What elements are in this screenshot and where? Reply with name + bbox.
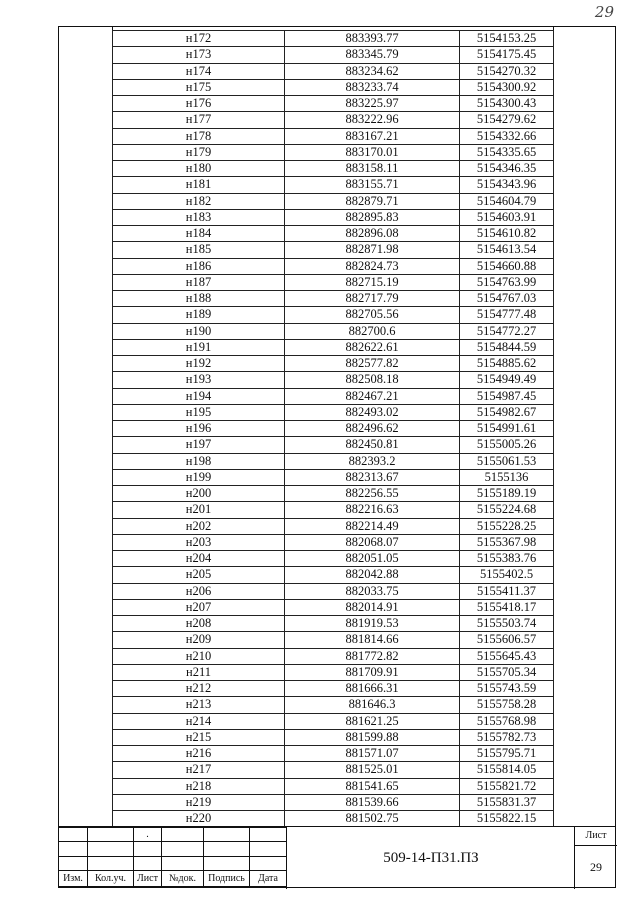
table-row (113, 811, 554, 827)
table-row (113, 469, 554, 485)
point-cell: н180 (113, 161, 285, 177)
point-cell: н181 (113, 177, 285, 193)
point-cell: н195 (113, 404, 285, 420)
y-coordinate-cell: 5154175.45 (460, 47, 554, 63)
x-coordinate-cell: 882700.6 (285, 323, 460, 339)
y-coordinate-cell: 5155821.72 (460, 778, 554, 794)
point-cell: н183 (113, 209, 285, 225)
point-cell: н198 (113, 453, 285, 469)
y-coordinate-cell: 5154346.35 (460, 161, 554, 177)
y-coordinate-cell: 5155136 (460, 469, 554, 485)
point-cell: н178 (113, 128, 285, 144)
table-row (113, 209, 554, 225)
table-row (113, 502, 554, 518)
table-row (113, 567, 554, 583)
x-coordinate-cell: 883222.96 (285, 112, 460, 128)
title-block-cell (88, 828, 134, 842)
y-coordinate-cell: 5155782.73 (460, 729, 554, 745)
table-row (113, 307, 554, 323)
label-data: Дата (250, 871, 287, 887)
x-coordinate-cell: 882214.49 (285, 518, 460, 534)
sheet-box (574, 827, 617, 889)
x-coordinate-cell: 882068.07 (285, 534, 460, 550)
table-row (113, 193, 554, 209)
y-coordinate-cell: 5154767.03 (460, 291, 554, 307)
table-row (113, 437, 554, 453)
point-cell: н176 (113, 96, 285, 112)
x-coordinate-cell: 881541.65 (285, 778, 460, 794)
x-coordinate-cell: 882450.81 (285, 437, 460, 453)
table-row (113, 534, 554, 550)
point-cell: н197 (113, 437, 285, 453)
title-block-label-row (59, 871, 287, 887)
x-coordinate-cell: 883393.77 (285, 31, 460, 47)
document-code: 509-14-П31.ПЗ (286, 827, 575, 889)
table-row (113, 161, 554, 177)
point-cell: н219 (113, 794, 285, 810)
y-coordinate-cell: 5155645.43 (460, 648, 554, 664)
y-coordinate-cell: 5154610.82 (460, 226, 554, 242)
x-coordinate-cell: 882496.62 (285, 421, 460, 437)
table-row (113, 713, 554, 729)
y-coordinate-cell: 5154763.99 (460, 274, 554, 290)
y-coordinate-cell: 5154885.62 (460, 356, 554, 372)
point-cell: н218 (113, 778, 285, 794)
table-row (113, 177, 554, 193)
y-coordinate-cell: 5154270.32 (460, 63, 554, 79)
table-row (113, 79, 554, 95)
table-row (113, 599, 554, 615)
x-coordinate-cell: 881539.66 (285, 794, 460, 810)
title-block (58, 826, 616, 889)
sheet-number: 29 (590, 860, 602, 874)
coordinates-table (112, 30, 554, 827)
y-coordinate-cell: 5155224.68 (460, 502, 554, 518)
point-cell: н192 (113, 356, 285, 372)
point-cell: н185 (113, 242, 285, 258)
table-row (113, 128, 554, 144)
title-block-cell (250, 856, 287, 870)
y-coordinate-cell: 5154772.27 (460, 323, 554, 339)
y-coordinate-cell: 5154949.49 (460, 372, 554, 388)
x-coordinate-cell: 882896.08 (285, 226, 460, 242)
table-row (113, 323, 554, 339)
y-coordinate-cell: 5155402.5 (460, 567, 554, 583)
x-coordinate-cell: 881919.53 (285, 616, 460, 632)
point-cell: н199 (113, 469, 285, 485)
point-cell: н190 (113, 323, 285, 339)
table-row (113, 291, 554, 307)
y-coordinate-cell: 5155795.71 (460, 746, 554, 762)
y-coordinate-cell: 5155418.17 (460, 599, 554, 615)
point-cell: н191 (113, 339, 285, 355)
table-row (113, 356, 554, 372)
point-cell: н217 (113, 762, 285, 778)
point-cell: н201 (113, 502, 285, 518)
y-coordinate-cell: 5155822.15 (460, 811, 554, 827)
x-coordinate-cell: 881525.01 (285, 762, 460, 778)
x-coordinate-cell: 882577.82 (285, 356, 460, 372)
title-block-mark: . (134, 828, 162, 842)
y-coordinate-cell: 5155005.26 (460, 437, 554, 453)
x-coordinate-cell: 882493.02 (285, 404, 460, 420)
table-row (113, 648, 554, 664)
title-block-cell (250, 842, 287, 856)
title-block-cell (59, 842, 88, 856)
x-coordinate-cell: 882033.75 (285, 583, 460, 599)
x-coordinate-cell: 881599.88 (285, 729, 460, 745)
title-block-row (59, 856, 287, 870)
y-coordinate-cell: 5154343.96 (460, 177, 554, 193)
title-block-row (59, 828, 287, 842)
table-row (113, 63, 554, 79)
y-coordinate-cell: 5154982.67 (460, 404, 554, 420)
table-row (113, 681, 554, 697)
x-coordinate-cell: 882216.63 (285, 502, 460, 518)
x-coordinate-cell: 883345.79 (285, 47, 460, 63)
point-cell: н175 (113, 79, 285, 95)
x-coordinate-cell: 881666.31 (285, 681, 460, 697)
table-row (113, 486, 554, 502)
point-cell: н196 (113, 421, 285, 437)
title-block-cell (250, 828, 287, 842)
table-row (113, 664, 554, 680)
table-row (113, 697, 554, 713)
table-row (113, 242, 554, 258)
y-coordinate-cell: 5154153.25 (460, 31, 554, 47)
table-row (113, 404, 554, 420)
table-row (113, 421, 554, 437)
point-cell: н215 (113, 729, 285, 745)
y-coordinate-cell: 5154603.91 (460, 209, 554, 225)
label-kol-uch: Кол.уч. (88, 871, 134, 887)
table-row (113, 372, 554, 388)
table-row (113, 258, 554, 274)
x-coordinate-cell: 883155.71 (285, 177, 460, 193)
y-coordinate-cell: 5154844.59 (460, 339, 554, 355)
point-cell: н210 (113, 648, 285, 664)
y-coordinate-cell: 5155503.74 (460, 616, 554, 632)
x-coordinate-cell: 882622.61 (285, 339, 460, 355)
point-cell: н200 (113, 486, 285, 502)
table-row (113, 112, 554, 128)
table-row (113, 31, 554, 47)
y-coordinate-cell: 5155831.37 (460, 794, 554, 810)
title-block-cell (134, 842, 162, 856)
y-coordinate-cell: 5155189.19 (460, 486, 554, 502)
y-coordinate-cell: 5155768.98 (460, 713, 554, 729)
table-row (113, 794, 554, 810)
point-cell: н186 (113, 258, 285, 274)
x-coordinate-cell: 883158.11 (285, 161, 460, 177)
title-block-cell (162, 856, 204, 870)
point-cell: н202 (113, 518, 285, 534)
point-cell: н209 (113, 632, 285, 648)
table-row (113, 274, 554, 290)
y-coordinate-cell: 5155228.25 (460, 518, 554, 534)
table-row (113, 583, 554, 599)
x-coordinate-cell: 882879.71 (285, 193, 460, 209)
title-block-cell (134, 856, 162, 870)
label-izm: Изм. (59, 871, 88, 887)
title-block-cell (59, 856, 88, 870)
y-coordinate-cell: 5155743.59 (460, 681, 554, 697)
point-cell: н189 (113, 307, 285, 323)
point-cell: н177 (113, 112, 285, 128)
title-block-cell (204, 856, 250, 870)
point-cell: н193 (113, 372, 285, 388)
table-row (113, 551, 554, 567)
point-cell: н212 (113, 681, 285, 697)
x-coordinate-cell: 883234.62 (285, 63, 460, 79)
x-coordinate-cell: 882508.18 (285, 372, 460, 388)
x-coordinate-cell: 882051.05 (285, 551, 460, 567)
table-row (113, 762, 554, 778)
x-coordinate-cell: 882042.88 (285, 567, 460, 583)
title-block-cell (204, 828, 250, 842)
point-cell: н179 (113, 144, 285, 160)
table-row (113, 453, 554, 469)
x-coordinate-cell: 881772.82 (285, 648, 460, 664)
title-block-cell (88, 842, 134, 856)
title-block-cell (88, 856, 134, 870)
title-block-row (59, 842, 287, 856)
y-coordinate-cell: 5155383.76 (460, 551, 554, 567)
point-cell: н214 (113, 713, 285, 729)
y-coordinate-cell: 5154660.88 (460, 258, 554, 274)
table-row (113, 616, 554, 632)
point-cell: н188 (113, 291, 285, 307)
point-cell: н182 (113, 193, 285, 209)
x-coordinate-cell: 883167.21 (285, 128, 460, 144)
y-coordinate-cell: 5154777.48 (460, 307, 554, 323)
point-cell: н206 (113, 583, 285, 599)
x-coordinate-cell: 881621.25 (285, 713, 460, 729)
y-coordinate-cell: 5154335.65 (460, 144, 554, 160)
y-coordinate-cell: 5155814.05 (460, 762, 554, 778)
label-list: Лист (134, 871, 162, 887)
table-row (113, 518, 554, 534)
y-coordinate-cell: 5155367.98 (460, 534, 554, 550)
point-cell: н194 (113, 388, 285, 404)
x-coordinate-cell: 882715.19 (285, 274, 460, 290)
y-coordinate-cell: 5154300.43 (460, 96, 554, 112)
y-coordinate-cell: 5155061.53 (460, 453, 554, 469)
coordinates-table-body (113, 31, 554, 827)
table-row (113, 47, 554, 63)
x-coordinate-cell: 882467.21 (285, 388, 460, 404)
table-row (113, 632, 554, 648)
point-cell: н173 (113, 47, 285, 63)
x-coordinate-cell: 881814.66 (285, 632, 460, 648)
point-cell: н172 (113, 31, 285, 47)
x-coordinate-cell: 883225.97 (285, 96, 460, 112)
y-coordinate-cell: 5154279.62 (460, 112, 554, 128)
table-row (113, 729, 554, 745)
x-coordinate-cell: 882705.56 (285, 307, 460, 323)
point-cell: н220 (113, 811, 285, 827)
x-coordinate-cell: 882824.73 (285, 258, 460, 274)
title-block-grid (58, 827, 287, 887)
table-row (113, 746, 554, 762)
point-cell: н204 (113, 551, 285, 567)
table-row (113, 339, 554, 355)
sheet-label: Лист (575, 827, 617, 846)
point-cell: н203 (113, 534, 285, 550)
table-row (113, 144, 554, 160)
x-coordinate-cell: 881646.3 (285, 697, 460, 713)
x-coordinate-cell: 881502.75 (285, 811, 460, 827)
y-coordinate-cell: 5155705.34 (460, 664, 554, 680)
x-coordinate-cell: 883170.01 (285, 144, 460, 160)
y-coordinate-cell: 5155758.28 (460, 697, 554, 713)
label-podpis: Подпись (204, 871, 250, 887)
x-coordinate-cell: 882393.2 (285, 453, 460, 469)
y-coordinate-cell: 5154987.45 (460, 388, 554, 404)
y-coordinate-cell: 5155411.37 (460, 583, 554, 599)
x-coordinate-cell: 882717.79 (285, 291, 460, 307)
title-block-cell (162, 842, 204, 856)
x-coordinate-cell: 882256.55 (285, 486, 460, 502)
table-row (113, 96, 554, 112)
point-cell: н208 (113, 616, 285, 632)
table-row (113, 388, 554, 404)
point-cell: н174 (113, 63, 285, 79)
x-coordinate-cell: 881709.91 (285, 664, 460, 680)
title-block-cell (204, 842, 250, 856)
y-coordinate-cell: 5154613.54 (460, 242, 554, 258)
label-ndok: №док. (162, 871, 204, 887)
y-coordinate-cell: 5154332.66 (460, 128, 554, 144)
point-cell: н207 (113, 599, 285, 615)
point-cell: н187 (113, 274, 285, 290)
point-cell: н213 (113, 697, 285, 713)
title-block-cell (59, 828, 88, 842)
y-coordinate-cell: 5154604.79 (460, 193, 554, 209)
y-coordinate-cell: 5154991.61 (460, 421, 554, 437)
point-cell: н205 (113, 567, 285, 583)
y-coordinate-cell: 5155606.57 (460, 632, 554, 648)
point-cell: н216 (113, 746, 285, 762)
point-cell: н211 (113, 664, 285, 680)
x-coordinate-cell: 881571.07 (285, 746, 460, 762)
title-block-cell (162, 828, 204, 842)
table-row (113, 778, 554, 794)
handwritten-page-number: 29 (594, 3, 614, 21)
x-coordinate-cell: 882014.91 (285, 599, 460, 615)
x-coordinate-cell: 882871.98 (285, 242, 460, 258)
x-coordinate-cell: 883233.74 (285, 79, 460, 95)
y-coordinate-cell: 5154300.92 (460, 79, 554, 95)
x-coordinate-cell: 882895.83 (285, 209, 460, 225)
point-cell: н184 (113, 226, 285, 242)
x-coordinate-cell: 882313.67 (285, 469, 460, 485)
table-row (113, 226, 554, 242)
